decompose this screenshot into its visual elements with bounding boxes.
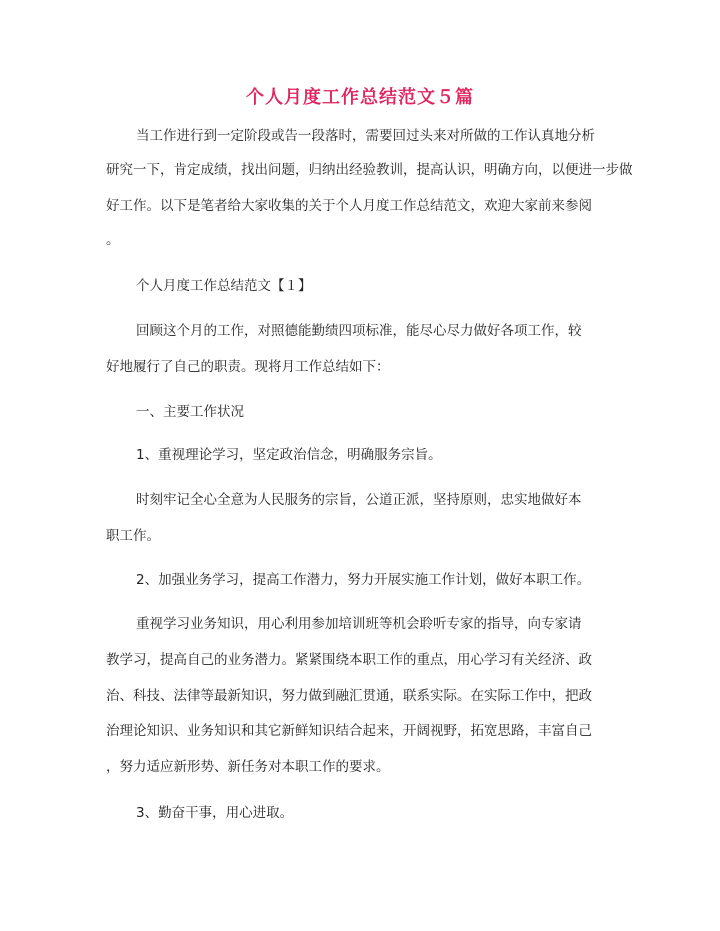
paragraph-line: 2、加强业务学习，提高工作潜力，努力开展实施工作计划，做好本职工作。 [136, 572, 591, 588]
paragraph-line: 治、科技、法律等最新知识，努力做到融汇贯通，联系实际。在实际工作中，把政 [106, 688, 592, 704]
paragraph-line: 好地履行了自己的职责。现将月工作总结如下： [106, 359, 390, 375]
paragraph-line: 职工作。 [106, 528, 160, 544]
document-title: 个人月度工作总结范文５篇 [246, 87, 474, 108]
paragraph-line: 好工作。以下是笔者给大家收集的关于个人月度工作总结范文，欢迎大家前来参阅 [106, 198, 592, 214]
paragraph-line: 研究一下，肯定成绩，找出问题，归纳出经验教训，提高认识，明确方向，以便进一步做 [106, 162, 633, 178]
paragraph-line: ，努力适应新形势、新任务对本职工作的要求。 [106, 759, 390, 775]
section-heading: 个人月度工作总结范文【１】 [136, 278, 312, 294]
paragraph-line: 3、勤奋干事，用心进取。 [136, 805, 294, 821]
paragraph-line: 1、重视理论学习，坚定政治信念，明确服务宗旨。 [136, 447, 442, 463]
paragraph-line: 时刻牢记全心全意为人民服务的宗旨，公道正派，坚持原则，忠实地做好本 [136, 492, 582, 508]
paragraph-line: 。 [106, 232, 120, 248]
paragraph-line: 回顾这个月的工作，对照德能勤绩四项标准，能尽心尽力做好各项工作，较 [136, 323, 582, 339]
section-heading: 一、主要工作状况 [136, 404, 244, 420]
paragraph-line: 教学习，提高自己的业务潜力。紧紧围绕本职工作的重点，用心学习有关经济、政 [106, 652, 592, 668]
paragraph-line: 当工作进行到一定阶段或告一段落时，需要回过头来对所做的工作认真地分析 [136, 128, 595, 144]
paragraph-line: 治理论知识、业务知识和其它新鲜知识结合起来，开阔视野，拓宽思路，丰富自己 [106, 723, 592, 739]
paragraph-line: 重视学习业务知识，用心利用参加培训班等机会聆听专家的指导，向专家请 [136, 616, 582, 632]
